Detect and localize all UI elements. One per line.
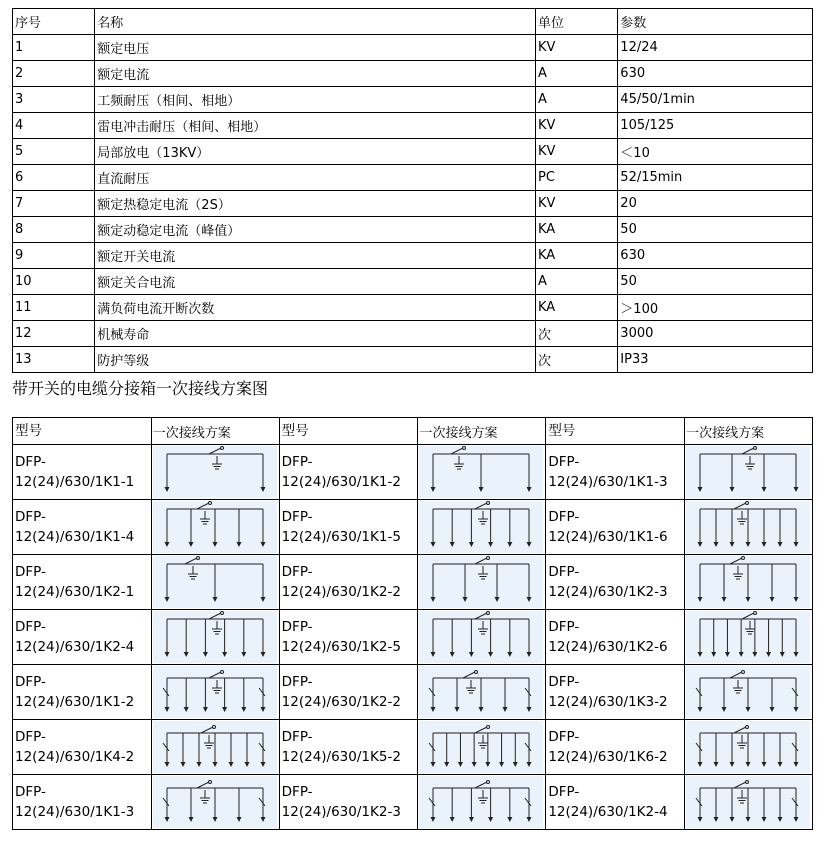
parameter-cell: 7 — [13, 191, 95, 217]
model-code: 12(24)/630/1K2-1 — [15, 584, 135, 600]
model-code: 12(24)/630/1K1-1 — [15, 474, 135, 490]
parameter-row — [13, 243, 813, 269]
parameter-cell: 6 — [13, 165, 95, 191]
parameter-cell: 13 — [13, 347, 95, 373]
wiring-diagram-cell — [418, 665, 546, 720]
parameter-cell: ＞100 — [618, 295, 813, 321]
wiring-diagram-cell — [418, 720, 546, 775]
model-prefix: DFP- — [15, 619, 46, 635]
wiring-diagram — [153, 501, 277, 553]
parameter-cell: A — [535, 61, 617, 87]
parameter-row — [13, 191, 813, 217]
parameter-cell: 额定关合电流 — [95, 269, 536, 295]
parameter-cell: KA — [535, 217, 617, 243]
model-cell — [546, 610, 685, 665]
model-code: 12(24)/630/1K1-4 — [15, 529, 135, 545]
model-prefix: DFP- — [15, 729, 46, 745]
diagram-background — [153, 666, 277, 718]
parameter-cell: 机械寿命 — [95, 321, 536, 347]
model-prefix: DFP- — [281, 619, 313, 635]
parameter-cell: 工频耐压（相间、相地） — [95, 87, 536, 113]
model-cell — [279, 555, 418, 610]
model-prefix: DFP- — [548, 509, 580, 525]
model-prefix: DFP- — [15, 454, 46, 470]
parameter-cell: ＜10 — [618, 139, 813, 165]
wiring-diagram-cell — [418, 775, 546, 830]
parameter-cell: 630 — [618, 61, 813, 87]
scheme-header-cell: 一次接线方案 — [418, 418, 546, 445]
wiring-diagram — [153, 446, 277, 498]
parameter-cell: 105/125 — [618, 113, 813, 139]
parameter-cell: KA — [535, 243, 617, 269]
parameter-cell: 3000 — [618, 321, 813, 347]
parameter-table — [12, 8, 813, 373]
wiring-diagram-cell — [685, 445, 813, 500]
parameter-row — [13, 61, 813, 87]
parameter-cell: KA — [535, 295, 617, 321]
scheme-row — [13, 555, 813, 610]
model-prefix: DFP- — [281, 674, 313, 690]
parameter-cell: 直流耐压 — [95, 165, 536, 191]
parameter-header-cell: 名称 — [95, 9, 536, 35]
scheme-row — [13, 720, 813, 775]
parameter-header-cell: 序号 — [13, 9, 95, 35]
model-cell — [13, 500, 152, 555]
model-cell — [13, 665, 152, 720]
model-cell — [546, 555, 685, 610]
parameter-cell: IP33 — [618, 347, 813, 373]
model-cell — [13, 610, 152, 665]
model-prefix: DFP- — [281, 454, 313, 470]
wiring-diagram-cell — [418, 445, 546, 500]
parameter-cell: 额定电压 — [95, 35, 536, 61]
model-prefix: DFP- — [548, 564, 580, 580]
parameter-cell: 12/24 — [618, 35, 813, 61]
model-cell — [279, 610, 418, 665]
parameter-row — [13, 321, 813, 347]
model-code: 12(24)/630/1K2-3 — [548, 584, 668, 600]
wiring-diagram-cell — [151, 500, 279, 555]
wiring-diagram-cell — [685, 665, 813, 720]
parameter-cell: 额定热稳定电流（2S） — [95, 191, 536, 217]
model-cell — [279, 720, 418, 775]
model-prefix: DFP- — [548, 784, 580, 800]
parameter-cell: 5 — [13, 139, 95, 165]
scheme-header-cell: 型号 — [279, 418, 418, 445]
wiring-diagram — [686, 721, 810, 773]
wiring-diagram — [686, 501, 810, 553]
wiring-diagram — [153, 776, 277, 828]
model-prefix: DFP- — [15, 509, 46, 525]
model-code: 12(24)/630/1K1-3 — [15, 804, 135, 820]
model-cell — [546, 445, 685, 500]
parameter-cell: KV — [535, 35, 617, 61]
wiring-diagram-cell — [418, 500, 546, 555]
model-prefix: DFP- — [281, 784, 313, 800]
scheme-header-cell: 一次接线方案 — [685, 418, 813, 445]
model-cell — [279, 500, 418, 555]
model-code: 12(24)/630/1K1-3 — [548, 474, 668, 490]
model-code: 12(24)/630/1K2-5 — [281, 639, 401, 655]
parameter-row — [13, 269, 813, 295]
wiring-diagram-cell — [151, 555, 279, 610]
model-code: 12(24)/630/1K2-4 — [548, 804, 668, 820]
wiring-diagram-cell — [151, 775, 279, 830]
model-code: 12(24)/630/1K1-2 — [15, 694, 135, 710]
parameter-cell: 2 — [13, 61, 95, 87]
parameter-cell: 20 — [618, 191, 813, 217]
parameter-cell: 3 — [13, 87, 95, 113]
wiring-diagram — [686, 556, 810, 608]
model-cell — [13, 720, 152, 775]
model-code: 12(24)/630/1K2-6 — [548, 639, 668, 655]
parameter-cell: 次 — [535, 347, 617, 373]
scheme-header-row — [13, 418, 813, 445]
wiring-diagram — [419, 666, 543, 718]
wiring-diagram-cell — [418, 555, 546, 610]
scheme-caption: 带开关的电缆分接箱一次接线方案图 — [12, 379, 269, 398]
wiring-diagram-cell — [685, 555, 813, 610]
parameter-cell: 50 — [618, 217, 813, 243]
wiring-diagram-cell — [151, 665, 279, 720]
parameter-cell: A — [535, 269, 617, 295]
wiring-diagram — [686, 776, 810, 828]
parameter-cell: A — [535, 87, 617, 113]
parameter-cell: 次 — [535, 321, 617, 347]
wiring-diagram — [419, 556, 543, 608]
model-prefix: DFP- — [548, 619, 580, 635]
parameter-cell: 1 — [13, 35, 95, 61]
parameter-row — [13, 87, 813, 113]
wiring-diagram-cell — [151, 610, 279, 665]
parameter-header-row — [13, 9, 813, 35]
parameter-row — [13, 139, 813, 165]
model-cell — [279, 775, 418, 830]
scheme-row — [13, 610, 813, 665]
model-prefix: DFP- — [15, 784, 46, 800]
wiring-diagram — [419, 611, 543, 663]
model-cell — [279, 445, 418, 500]
wiring-diagram — [153, 721, 277, 773]
wiring-diagram-cell — [685, 720, 813, 775]
diagram-background — [419, 776, 543, 828]
wiring-diagram — [419, 501, 543, 553]
model-code: 12(24)/630/1K1-5 — [281, 529, 401, 545]
parameter-cell: 额定电流 — [95, 61, 536, 87]
parameter-row — [13, 165, 813, 191]
model-cell — [546, 500, 685, 555]
parameter-header-cell: 单位 — [535, 9, 617, 35]
diagram-background — [419, 721, 543, 773]
parameter-cell: 雷电冲击耐压（相间、相地） — [95, 113, 536, 139]
wiring-diagram — [686, 666, 810, 718]
wiring-diagram — [419, 721, 543, 773]
scheme-row — [13, 665, 813, 720]
parameter-row — [13, 295, 813, 321]
model-code: 12(24)/630/1K2-4 — [15, 639, 135, 655]
wiring-diagram-cell — [685, 500, 813, 555]
parameter-cell: 额定开关电流 — [95, 243, 536, 269]
parameter-row — [13, 113, 813, 139]
parameter-cell: 52/15min — [618, 165, 813, 191]
wiring-diagram-cell — [151, 720, 279, 775]
model-prefix: DFP- — [548, 674, 580, 690]
model-code: 12(24)/630/1K2-3 — [281, 804, 401, 820]
wiring-scheme-table — [12, 417, 813, 830]
parameter-row — [13, 217, 813, 243]
model-prefix: DFP- — [15, 674, 46, 690]
model-prefix: DFP- — [281, 509, 313, 525]
parameter-cell: KV — [535, 191, 617, 217]
parameter-cell: 局部放电（13KV） — [95, 139, 536, 165]
parameter-cell: 45/50/1min — [618, 87, 813, 113]
model-cell — [546, 775, 685, 830]
scheme-header-cell: 型号 — [13, 418, 152, 445]
parameter-cell: 8 — [13, 217, 95, 243]
parameter-cell: 10 — [13, 269, 95, 295]
model-cell — [546, 665, 685, 720]
parameter-cell: 630 — [618, 243, 813, 269]
parameter-cell: 11 — [13, 295, 95, 321]
model-code: 12(24)/630/1K5-2 — [281, 749, 401, 765]
parameter-cell: KV — [535, 139, 617, 165]
model-code: 12(24)/630/1K2-2 — [281, 694, 401, 710]
model-cell — [279, 665, 418, 720]
model-code: 12(24)/630/1K1-6 — [548, 529, 668, 545]
wiring-diagram — [686, 611, 810, 663]
model-prefix: DFP- — [281, 729, 313, 745]
parameter-row — [13, 35, 813, 61]
model-prefix: DFP- — [15, 564, 46, 580]
scheme-header-cell: 一次接线方案 — [151, 418, 279, 445]
parameter-cell: 满负荷电流开断次数 — [95, 295, 536, 321]
parameter-cell: 50 — [618, 269, 813, 295]
model-prefix: DFP- — [281, 564, 313, 580]
wiring-diagram-cell — [685, 775, 813, 830]
model-code: 12(24)/630/1K3-2 — [548, 694, 668, 710]
parameter-cell: PC — [535, 165, 617, 191]
wiring-diagram — [153, 666, 277, 718]
wiring-diagram — [153, 611, 277, 663]
model-code: 12(24)/630/1K6-2 — [548, 749, 668, 765]
model-cell — [13, 775, 152, 830]
wiring-diagram-cell — [685, 610, 813, 665]
wiring-diagram — [686, 446, 810, 498]
scheme-row — [13, 445, 813, 500]
model-cell — [546, 720, 685, 775]
parameter-cell: 9 — [13, 243, 95, 269]
model-prefix: DFP- — [548, 454, 580, 470]
parameter-header-cell: 参数 — [618, 9, 813, 35]
model-prefix: DFP- — [548, 729, 580, 745]
wiring-diagram-cell — [418, 610, 546, 665]
scheme-row — [13, 775, 813, 830]
scheme-row — [13, 500, 813, 555]
parameter-cell: KV — [535, 113, 617, 139]
wiring-diagram — [419, 446, 543, 498]
parameter-cell: 12 — [13, 321, 95, 347]
wiring-diagram — [153, 556, 277, 608]
parameter-cell: 防护等级 — [95, 347, 536, 373]
model-code: 12(24)/630/1K2-2 — [281, 584, 401, 600]
scheme-header-cell: 型号 — [546, 418, 685, 445]
model-cell — [13, 445, 152, 500]
parameter-row — [13, 347, 813, 373]
parameter-cell: 4 — [13, 113, 95, 139]
model-cell — [13, 555, 152, 610]
model-code: 12(24)/630/1K1-2 — [281, 474, 401, 490]
model-code: 12(24)/630/1K4-2 — [15, 749, 135, 765]
wiring-diagram-cell — [151, 445, 279, 500]
parameter-cell: 额定动稳定电流（峰值） — [95, 217, 536, 243]
wiring-diagram — [419, 776, 543, 828]
